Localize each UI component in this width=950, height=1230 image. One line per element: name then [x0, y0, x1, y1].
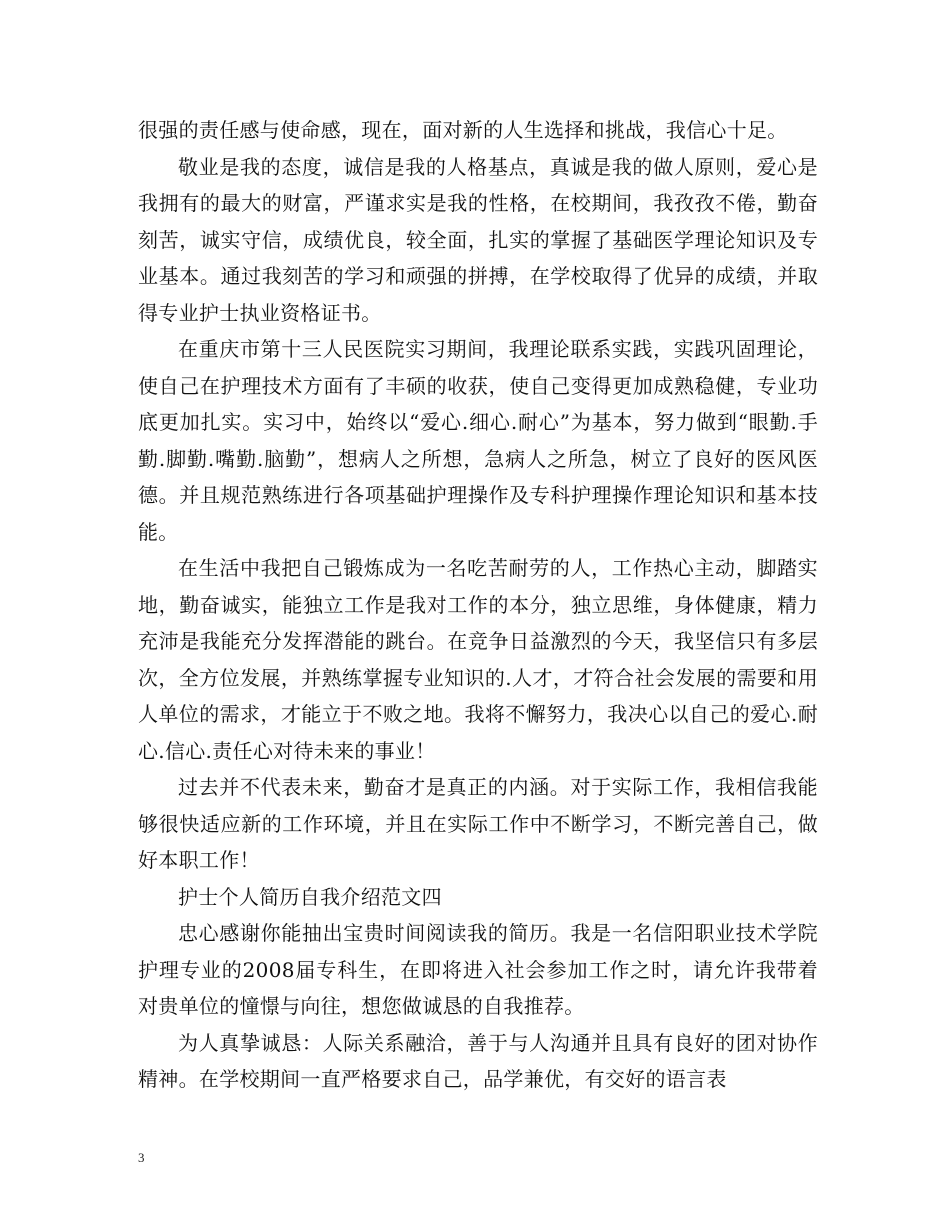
- paragraph-sincere: 为人真挚诚恳：人际关系融洽，善于与人沟通并且具有良好的团对协作精神。在学校期间一直严格要求自己，品学兼优，有交好的语言表: [138, 1030, 818, 1091]
- paragraph-future: 过去并不代表未来，勤奋才是真正的内涵。对于实际工作，我相信我能够很快适应新的工作环境，并且在实际工作中不断学习，不断完善自己，做好本职工作！: [138, 775, 818, 872]
- paragraph-continuation: 很强的责任感与使命感，现在，面对新的人生选择和挑战，我信心十足。: [138, 118, 788, 142]
- paragraph-thanks: 忠心感谢你能抽出宝贵时间阅读我的简历。我是一名信阳职业技术学院护理专业的2008届专科生，在即将进入社会参加工作之时，请允许我带着对贵单位的憧憬与向往，想您做诚恳的自我推荐。: [138, 921, 818, 1018]
- paragraph-life: 在生活中我把自己锻炼成为一名吃苦耐劳的人，工作热心主动，脚踏实地，勤奋诚实，能独立工作是我对工作的本分，独立思维，身体健康，精力充沛是我能充分发挥潜能的跳台。在竞争日益激烈的今天，我坚信只有多层次，全方位发展，并熟练掌握专业知识的.人才，才符合社会发展的需要和用人单位的需求，才能立于不败之地。我将不懈努力，我决心以自己的爱心.耐心.信心.责任心对待未来的事业！: [138, 556, 818, 763]
- paragraph-internship: 在重庆市第十三人民医院实习期间，我理论联系实践，实践巩固理论，使自己在护理技术方面有了丰硕的收获，使自己变得更加成熟稳健，专业功底更加扎实。实习中，始终以“爱心.细心.耐心”为基本，努力做到“眼勤.手勤.脚勤.嘴勤.脑勤”，想病人之所想，急病人之所急，树立了良好的医风医德。并且规范熟练进行各项基础护理操作及专科护理操作理论知识和基本技能。: [138, 337, 818, 544]
- body-text: [138, 112, 818, 1098]
- paragraph-attitude: 敬业是我的态度，诚信是我的人格基点，真诚是我的做人原则，爱心是我拥有的最大的财富，严谨求实是我的性格，在校期间，我孜孜不倦，勤奋刻苦，诚实守信，成绩优良，较全面，扎实的掌握了基础医学理论知识及专业基本。通过我刻苦的学习和顽强的拼搏，在学校取得了优异的成绩，并取得专业护士执业资格证书。: [138, 154, 818, 325]
- page-number: 3: [138, 1150, 145, 1165]
- section-heading: 护士个人简历自我介绍范文四: [178, 884, 442, 909]
